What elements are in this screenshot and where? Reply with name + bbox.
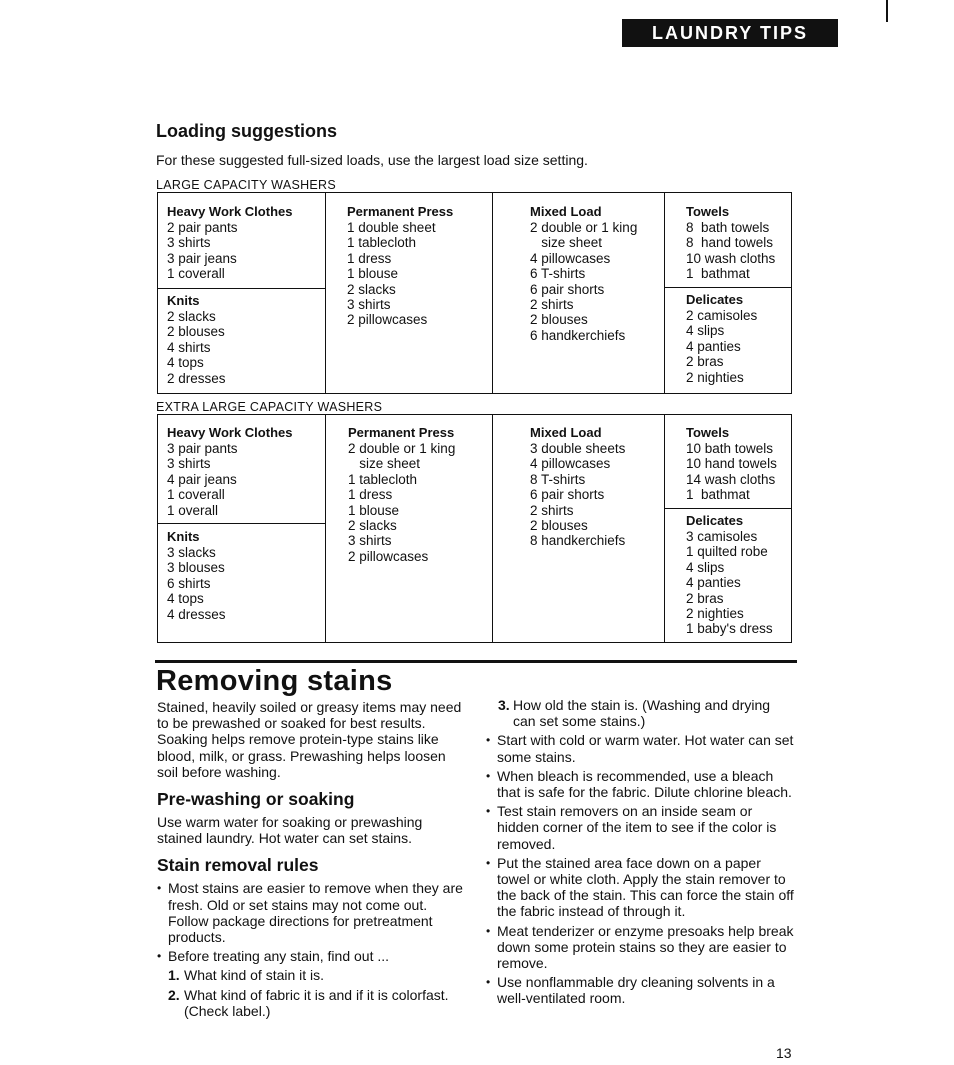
list-item: 2 bras [686, 354, 724, 370]
list-item: 2 shirts [530, 297, 574, 313]
list-item: 4 panties [686, 575, 741, 591]
list-item: 2 camisoles [686, 308, 758, 323]
list-item: 2 slacks [347, 281, 396, 297]
rules-list [157, 880, 469, 964]
page-number: 13 [776, 1045, 792, 1061]
list-item: 2 pillowcases [347, 312, 428, 328]
list-item: • Put the stained area face down on a paper towel or white cloth. Apply the stain remover to the back of the stain. This can force the stain off the fabric instead of through it. [486, 855, 796, 920]
loading-intro: For these suggested full-sized loads, use the largest load size setting. [156, 152, 588, 168]
permanent-press-title: Permanent Press [348, 425, 455, 440]
list-item: 6 handkerchiefs [530, 327, 626, 343]
list-item [157, 967, 469, 983]
list-item: 1 tablecloth [347, 235, 417, 251]
list-item: 1 baby's dress [686, 621, 773, 637]
knits-section [158, 288, 325, 386]
rules-heading: Stain removal rules [157, 855, 319, 876]
list-item: • When bleach is recommended, use a bleach that is safe for the fabric. Dilute chlorine bleach. [486, 768, 796, 800]
list-item: 4 tops [167, 355, 204, 371]
delicates-list [686, 308, 791, 385]
knits-title: Knits [167, 529, 200, 544]
permanent-press-column [326, 415, 493, 642]
permanent-press-column [326, 193, 493, 393]
list-item: • Meat tenderizer or enzyme presoaks help break down some protein stains so they are easier to remove. [486, 923, 796, 972]
list-item: 4 panties [686, 338, 741, 354]
heavy-work-section [158, 203, 325, 282]
permanent-press-list [348, 441, 492, 564]
list-item: 1 overall [167, 502, 219, 518]
list-item: 3 slacks [167, 545, 216, 560]
towels-list [686, 220, 791, 282]
list-item: • Test stain removers on an inside seam or hidden corner of the item to see if the color is removed. [486, 803, 796, 852]
list-item: 2 blouses [530, 518, 588, 534]
list-item: 2 dresses [167, 370, 226, 386]
list-item: • Start with cold or warm water. Hot water can set some stains. [486, 732, 796, 764]
heavy-work-title: Heavy Work Clothes [167, 204, 293, 219]
list-item: 1 blouse [347, 266, 399, 282]
delicates-title: Delicates [686, 513, 744, 528]
list-item: 8 T-shirts [530, 471, 586, 487]
list-item: 3 shirts [348, 533, 392, 549]
mixed-load-title: Mixed Load [530, 204, 602, 219]
list-item: 3 blouses [167, 560, 225, 576]
list-item: 4 pair jeans [167, 471, 237, 487]
list-item: 2 slacks [167, 309, 216, 324]
list-item: 6 T-shirts [530, 266, 586, 282]
list-item: • Before treating any stain, find out ... [157, 948, 469, 964]
list-item: 4 slips [686, 323, 725, 339]
list-item: 4 shirts [167, 339, 211, 355]
knits-title: Knits [167, 293, 200, 308]
find-out-list-continued [486, 697, 796, 729]
extra-large-capacity-table [157, 414, 792, 643]
list-item: 2 double or 1 king [530, 220, 638, 235]
list-item: 1 bathmat [686, 487, 750, 503]
list-item: size sheet [530, 235, 603, 251]
list-item: 3 shirts [167, 456, 211, 472]
list-item: 2 blouses [530, 312, 588, 328]
list-item: 1 blouse [348, 502, 400, 518]
towels-section [665, 424, 791, 503]
heavy-work-list [167, 441, 325, 518]
list-item: 2 pillowcases [348, 548, 429, 564]
prewash-text: Use warm water for soaking or prewashing stained laundry. Hot water can set stains. [157, 814, 423, 847]
list-item: 2 pair pants [167, 220, 238, 235]
mixed-load-column [493, 193, 665, 393]
list-item: 3 shirts [347, 297, 391, 313]
towels-title: Towels [686, 425, 730, 440]
list-item: 2 nighties [686, 369, 744, 385]
list-item: 3 camisoles [686, 529, 758, 544]
stain-tips-list [486, 732, 796, 1006]
towels-section [665, 203, 791, 282]
find-out-list [157, 967, 469, 1019]
list-item: • Use nonflammable dry cleaning solvents in a well-ventilated room. [486, 974, 796, 1006]
list-item: 4 dresses [167, 606, 226, 622]
list-item: size sheet [348, 456, 421, 472]
list-item: 3 double sheets [530, 441, 626, 456]
mixed-load-column [493, 415, 665, 642]
list-item: 10 bath towels [686, 441, 774, 456]
item-number: 3. [498, 697, 510, 713]
towels-delicates-column [665, 193, 791, 393]
heavy-knits-column [158, 415, 326, 642]
delicates-list [686, 529, 791, 637]
removing-stains-heading: Removing stains [156, 665, 393, 697]
list-item: 8 handkerchiefs [530, 533, 626, 549]
mixed-load-list [530, 220, 664, 343]
item-text: How old the stain is. (Washing and drying can set some stains.) [513, 697, 771, 730]
mixed-load-section [493, 203, 664, 343]
knits-list [167, 545, 325, 622]
list-item: 4 pillowcases [530, 250, 611, 266]
list-item: 4 pillowcases [530, 456, 611, 472]
item-text: What kind of stain it is. [184, 967, 325, 984]
permanent-press-section [326, 424, 492, 564]
permanent-press-list [347, 220, 492, 328]
list-item: 8 bath towels [686, 220, 770, 235]
loading-heading: Loading suggestions [156, 121, 338, 141]
list-item: 3 pair pants [167, 441, 238, 456]
delicates-section [665, 287, 791, 385]
page-edge-mark [886, 0, 888, 22]
knits-section [158, 523, 325, 622]
heavy-work-title: Heavy Work Clothes [167, 425, 293, 440]
heavy-work-section [158, 424, 325, 518]
permanent-press-title: Permanent Press [347, 204, 454, 219]
list-item: 3 pair jeans [167, 250, 237, 266]
list-item: 4 slips [686, 559, 725, 575]
list-item: 14 wash cloths [686, 471, 776, 487]
list-item [157, 987, 469, 1019]
mixed-load-title: Mixed Load [530, 425, 602, 440]
list-item: 3 shirts [167, 235, 211, 251]
list-item: 1 dress [348, 487, 393, 503]
item-number: 2. [168, 986, 180, 1003]
prewash-heading: Pre-washing or soaking [157, 789, 355, 810]
list-item: 2 blouses [167, 324, 225, 340]
list-item: 8 hand towels [686, 235, 774, 251]
list-item: 10 wash cloths [686, 250, 776, 266]
list-item: 10 hand towels [686, 456, 777, 472]
delicates-section [665, 508, 791, 637]
mixed-load-section [493, 424, 664, 549]
stains-right-column [486, 697, 796, 1010]
list-item: 1 quilted robe [686, 544, 768, 560]
list-item: • Most stains are easier to remove when they are fresh. Old or set stains may not come out. Follow package directions for pretreatment products. [157, 880, 469, 945]
section-banner: LAUNDRY TIPS [622, 19, 838, 47]
stains-intro: Stained, heavily soiled or greasy items may need to be prewashed or soaked for best results. Soaking helps remove protein-type stains like blood, milk, or grass. Prewashing helps loosen soil before washing. [157, 699, 462, 780]
list-item: 2 nighties [686, 606, 744, 622]
list-item: 4 tops [167, 591, 204, 607]
list-item: 6 pair shorts [530, 281, 605, 297]
list-item: 1 tablecloth [348, 471, 418, 487]
list-item: 6 shirts [167, 575, 211, 591]
section-divider [155, 660, 797, 663]
list-item: 1 dress [347, 250, 392, 266]
list-item: 2 double or 1 king [348, 441, 456, 456]
extra-large-capacity-caption: EXTRA LARGE CAPACITY WASHERS [156, 400, 383, 414]
delicates-title: Delicates [686, 292, 744, 307]
stains-left-column [157, 699, 469, 1022]
list-item: 6 pair shorts [530, 487, 605, 503]
item-number: 1. [168, 967, 180, 984]
towels-title: Towels [686, 204, 730, 219]
list-item: 1 double sheet [347, 220, 436, 235]
mixed-load-list [530, 441, 664, 549]
list-item: 2 bras [686, 590, 724, 606]
knits-list [167, 309, 325, 386]
list-item: 1 coverall [167, 487, 225, 503]
list-item [486, 697, 796, 729]
list-item: 1 coverall [167, 266, 225, 282]
permanent-press-section [326, 203, 492, 328]
list-item: 1 bathmat [686, 266, 750, 282]
heavy-work-list [167, 220, 325, 282]
large-capacity-table [157, 192, 792, 394]
towels-list [686, 441, 791, 503]
large-capacity-caption: LARGE CAPACITY WASHERS [156, 178, 337, 192]
item-text: What kind of fabric it is and if it is colorfast. (Check label.) [184, 986, 449, 1019]
heavy-knits-column [158, 193, 326, 393]
list-item: 2 shirts [530, 502, 574, 518]
towels-delicates-column [665, 415, 791, 642]
list-item: 2 slacks [348, 518, 397, 534]
